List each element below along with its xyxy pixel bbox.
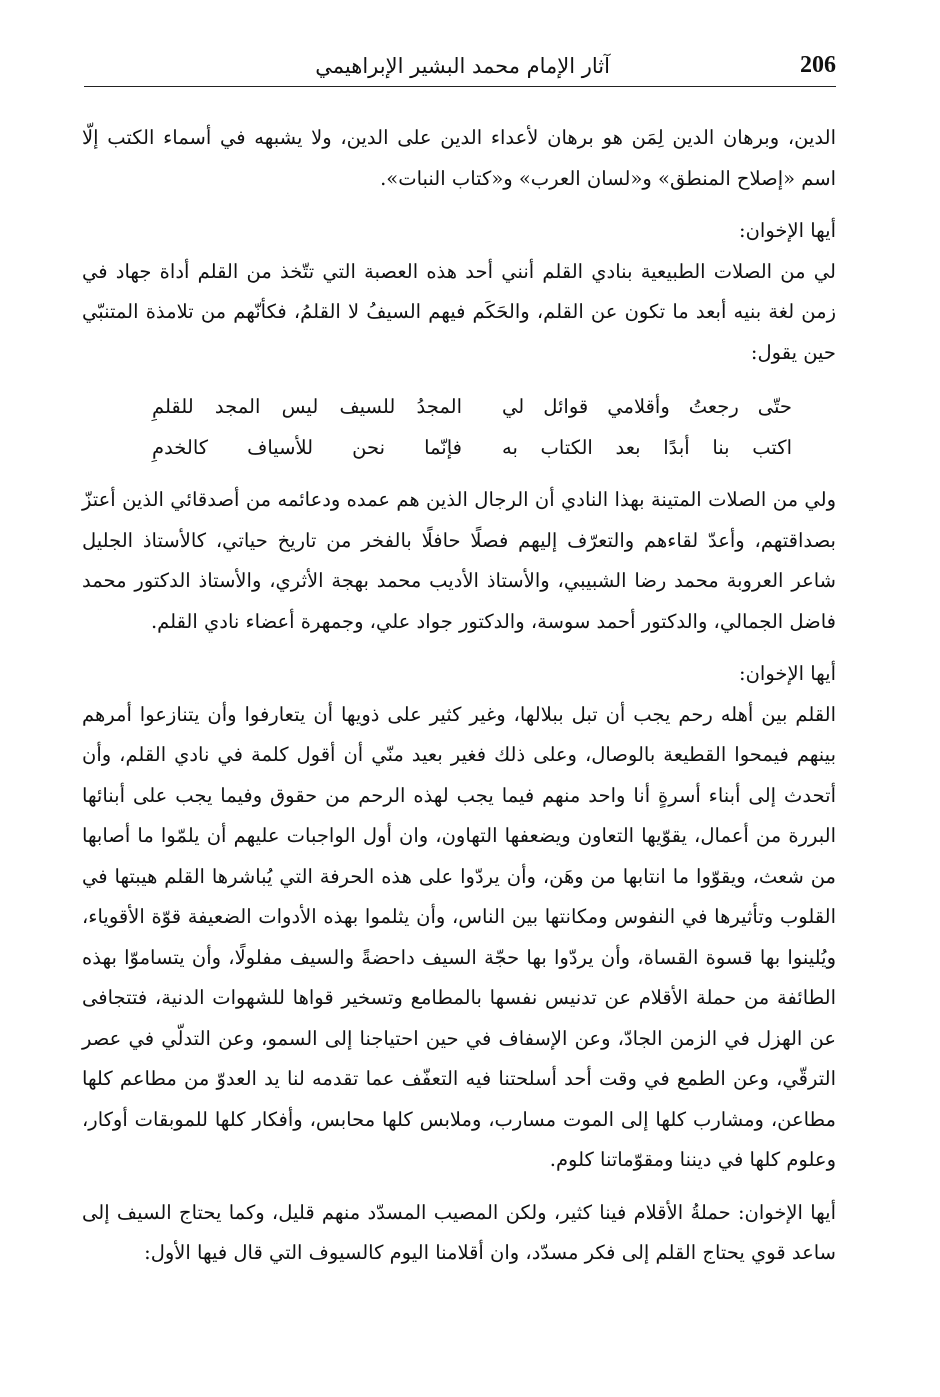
body-text — [82, 118, 836, 1274]
page-number: 206 — [800, 52, 836, 78]
verse-first-hemistich: حتّى رجعتُ وأقلامي قوائل لي — [502, 395, 792, 418]
paragraph-heading: أيها الإخوان: — [739, 219, 836, 242]
paragraph-heading: أيها الإخوان: — [739, 662, 836, 685]
verse-second-hemistich: المجدُ للسيف ليس المجد للقلمِ — [152, 395, 462, 418]
verse-second-hemistich: فإنّما نحن للأسياف كالخدمِ — [152, 435, 462, 459]
paragraph: القلم بين أهله رحم يجب أن تبل ببلالها، وغير كثير على ذويها أن يتعارفوا وأن يتنازعوا أمرهم بينهم فيمحوا القطيعة بالوصال، وعلى ذلك فغير بعيد منّي أن أقول كلمة في نادي القلم، وأن أتحدث إلى أبناء أسرةٍ أنا واحد منهم فيما يجب لهذه الرحم من حقوق وفيما يجب على أبنائها البررة من أعمال، يقوّيها التعاون ويضعفها التهاون، وان أول الواجبات عليهم أن يلمّوا ما أصابها من شعث، ويقوّوا ما انتابها من وهَن، وأن يردّوا على هذه الحرفة التي يُباشرها القلم هيبتها في القلوب وتأثيرها في النفوس ومكانتها بين الناس، وأن يثلموا بهذه الأدوات الضعيفة قوّة الأقوياء، ويُلينوا بها قسوة القساة، وأن يردّوا بها حجّة السيف داحضةً والسيف مفلولًا، وأن يتساموّا بهذه الطائفة من حملة الأقلام عن تدنيس نفسها بالمطامع وتسخير قواها للشهوات الدنية، فتتجافى عن الهزل في الزمن الجادّ، وعن الإسفاف في حين احتياجنا إلى السمو، وعن التدلّي في عصر الترقّي، وعن الطمع في وقت أحد أسلحتنا فيه التعفّف عما تقدمه لنا يد العدوّ من مطاعم كلها مطاعن، ومشارب كلها إلى الموت مسارب، وملابس كلها محابس، وأفكار كلها للموبقات أوكار، وعلوم كلها في ديننا ومقوّماتنا كلوم. — [82, 702, 836, 1171]
poem-verse — [82, 428, 836, 469]
poem — [82, 387, 836, 468]
paragraph: لي من الصلات الطبيعية بنادي القلم أنني أحد هذه العصبة التي تتّخذ من القلم أداة جهاد في زمن لغة بنيه أبعد ما تكون عن القلم، والحَكَم فيهم السيفُ لا القلمُ، فكأنّهم من تلامذة المتنبّي حين يقول: — [82, 259, 836, 364]
paragraph: الدين، وبرهان الدين لِمَن هو برهان لأعداء الدين على الدين، ولا يشبهه في أسماء الكتب إلّا اسم «إصلاح المنطق» و«لسان العرب» و«كتاب النبات». — [82, 126, 836, 190]
running-title: آثار الإمام محمد البشير الإبراهيمي — [315, 54, 610, 78]
page-header — [84, 52, 836, 87]
paragraph: ولي من الصلات المتينة بهذا النادي أن الرجال الذين هم عمده ودعائمه من أصدقائي الذين أعتزّ بصداقتهم، وأعدّ لقاءهم والتعرّف إليهم فصلًا حافلًا بالفخر من تاريخ حياتي، كالأستاذ الجليل شاعر العروبة محمد رضا الشبيبي، والأستاذ الأديب محمد بهجة الأثري، والأستاذ الدكتور محمد فاضل الجمالي، والدكتور أحمد سوسة، والدكتور جواد علي، وجمهرة أعضاء نادي القلم. — [82, 488, 836, 633]
verse-first-hemistich: اكتب بنا أبدًا بعد الكتاب به — [502, 435, 792, 459]
poem-verse — [82, 387, 836, 428]
paragraph: أيها الإخوان: حملةُ الأقلام فينا كثير، ولكن المصيب المسدّد منهم قليل، وكما يحتاج السيف إلى ساعد قوي يحتاج القلم إلى فكر مسدّد، وان أقلامنا اليوم كالسيوف التي قال فيها الأول: — [82, 1200, 836, 1264]
